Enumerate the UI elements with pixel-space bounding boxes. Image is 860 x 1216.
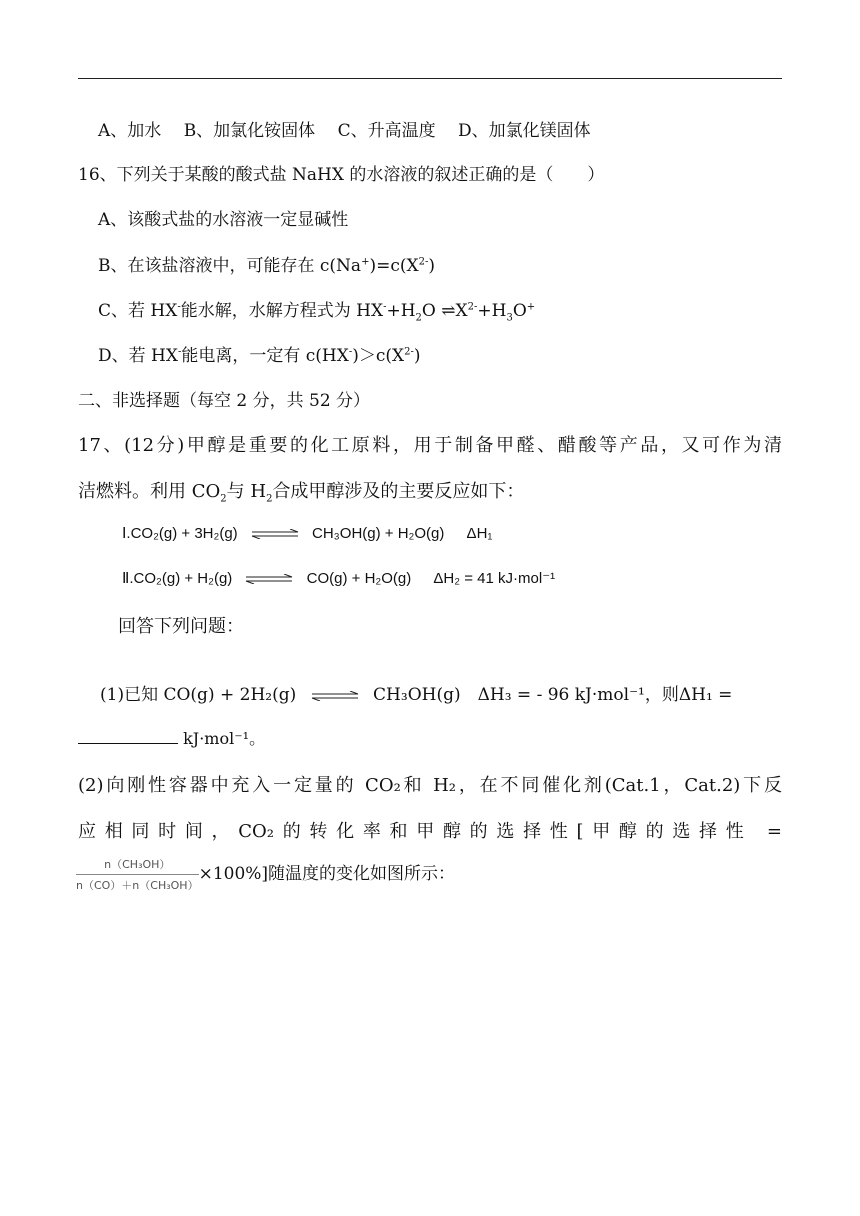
reaction-1-right: CH₃OH(g) + H₂O(g) (312, 525, 445, 542)
q15-option-c: C、升高温度 (337, 121, 436, 141)
reaction-1-left: Ⅰ.CO₂(g) + 3H₂(g) (122, 525, 238, 542)
reaction-1-dh: ΔH₁ (466, 525, 493, 542)
q17-intro-line2: 洁燃料。利用 $CO_2$与 $H_2$合成甲醇涉及的主要反应如下： (78, 481, 525, 505)
q15-option-b: B、加氯化铵固体 (183, 121, 316, 141)
reaction-2-left: Ⅱ.CO₂(g) + H₂(g) (122, 570, 233, 587)
q17-prompt: 回答下列问题： (118, 616, 244, 637)
q17-part2-line2: 应相同时间，CO₂的转化率和甲醇的选择性[甲醇的选择性 = (78, 821, 782, 842)
q15-option-d: D、加氯化镁固体 (458, 121, 591, 141)
q15-options (98, 116, 591, 141)
q17-intro-line1: 17、(12分)甲醇是重要的化工原料，用于制备甲醛、醋酸等产品，又可作为清 (78, 435, 782, 456)
reaction-1 (122, 524, 492, 542)
q17-part2-line3: $\frac{\text{n（CH₃OH）}}{\text{n（CO）＋n（CH₃OH）}}$ ×100%]随温度的变化如图所示： (76, 858, 456, 892)
q16-option-a: A、该酸式盐的水溶液一定显碱性 (98, 210, 349, 230)
reaction-2-right: CO(g) + H₂O(g) (306, 570, 412, 587)
header-rule (78, 78, 782, 79)
q16-option-d: D、若 HX-能电离，一定有 $c(HX^-)>c(X^{2-})$ (98, 346, 421, 366)
q16-stem: 16、下列关于某酸的酸式盐 NaHX 的水溶液的叙述正确的是（ ） (78, 165, 605, 185)
q15-option-a: A、加水 (98, 121, 162, 141)
equilibrium-arrow-icon (310, 691, 360, 701)
q17-part1-answer: kJ·mol⁻¹。 (78, 726, 265, 749)
equilibrium-arrow-icon (250, 529, 300, 539)
answer-blank[interactable] (78, 729, 178, 744)
selectivity-fraction: $\frac{\text{n（CH₃OH）}}{\text{n（CO）＋n（CH₃OH）}}$ (76, 858, 199, 892)
q16-option-b: B、在该盐溶液中，可能存在 $c(Na^+)=c(X^{2-})$ (98, 256, 435, 276)
reaction-2 (122, 569, 555, 587)
reaction-2-dh: ΔH₂ = 41 kJ·mol⁻¹ (433, 570, 556, 587)
q17-part2-line1: (2)向刚性容器中充入一定量的 CO₂和 H₂，在不同催化剂(Cat.1，Cat.2)下反 (78, 775, 782, 796)
section-heading: 二、非选择题（每空 2 分，共 52 分） (78, 391, 371, 411)
q16-option-c: C、若 HX-能水解，水解方程式为 $HX^-+H_2O$ $\rightleftharpoons X^{2-}+H_3O^+$ (98, 301, 536, 324)
equilibrium-arrow-icon (244, 574, 294, 584)
q17-part1: (1)已知 CO(g) + 2H₂(g) CH₃OH(g) ΔH₃ = - 96 kJ·mol⁻¹，则ΔH₁ = (100, 685, 733, 705)
